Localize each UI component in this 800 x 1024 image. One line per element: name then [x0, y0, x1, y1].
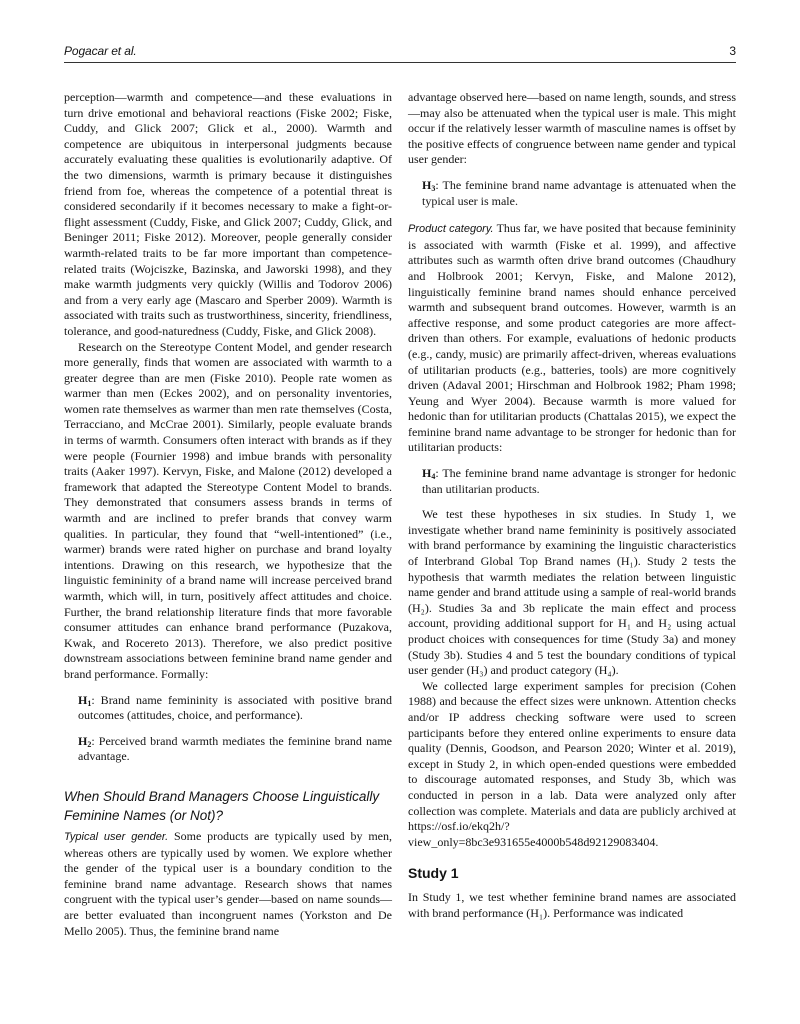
h3-label: $H_3$: [422, 177, 436, 193]
h2-label: $H_2$: [78, 733, 92, 749]
right-paragraph-5: In Study 1, we test whether feminine brand names are associated with brand performance (H₁). Performance was indicated: [408, 889, 736, 920]
h1-label: $H_1$: [78, 692, 92, 708]
h3-text: : The feminine brand name advantage is attenuated when the typical user is male.: [422, 177, 736, 208]
header-rule: [64, 62, 736, 63]
hypothesis-1: [78, 693, 392, 724]
section-heading: When Should Brand Managers Choose Linguistically Feminine Names (or Not)?: [64, 788, 380, 823]
runin-typical-user-gender: Typical user gender.: [64, 830, 169, 843]
left-paragraph-2: Research on the Stereotype Content Model, and gender research more generally, finds that women are associated with warmth to a greater degree than are men (Fiske 2010). People rate women as warmer than men (Eckes 2002), and on personality inventories, women rate themselves as warmer than men rate themselves (Costa, Terracciano, and McCrae 2001). Similarly, people evaluate brands in terms of warmth. Consumers often interact with brands as if they were people (Fournier 1998) and imbue brands with personality traits (Aaker 1997). Kervyn, Fiske, and Malone (2012) developed a framework that adapted the Stereotype Content Model to brands. They demonstrated that consumers assess brands in terms of warmth and are inclined to prefer brands that convey warm qualities. In particular, they found that “well-intentioned” (i.e., warmer) brands were rated higher on purchase and brand loyalty intentions. Drawing on this research, we hypothesize that the linguistic femininity of a brand name will increase perceived brand warmth, which will, in turn, positively affect attitudes and choice. Further, the brand relationship literature finds that more favorable consumer attitudes can enhance brand performance (Puzakova, Kwak, and Rocereto 2013). Therefore, we also predict positive downstream associations between feminine brand name gender and brand performance. Formally:: [64, 339, 392, 681]
left-paragraph-1: perception—warmth and competence—and these evaluations in turn drive emotional and behavioral reactions (Fiske 2002; Fiske, Cuddy, and Glick 2007; Glick et al., 2000). Warmth and competence are ubiquitous in interpersonal judgments because accurately evaluating these qualities is evolutionarily adaptive. Of the two dimensions, warmth is primary because it distinguishes friend from foe, whereas the competence of a potential threat is considered secondarily if it becomes necessary to make a fight-or-flight assessment (Cuddy, Fiske, and Glick 2007; Cuddy, Glick, and Beninger 2011; Fiske 2012). Moreover, people generally consider warmth-related traits to be far more important than competence-related traits (Wojciszke, Bazinska, and Jaworski 1998), and they make warmth judgments very quickly (Willis and Todorov 2006) and from a very early age (Mascaro and Sperber 2009). Warmth is associated with traits such as trustworthiness, sincerity, friendliness, tolerance, and good-naturedness (Cuddy, Fiske, and Glick 2008).: [64, 90, 392, 338]
h4-text: : The feminine brand name advantage is stronger for hedonic than utilitarian products.: [422, 466, 736, 496]
right-paragraph-1: advantage observed here—based on name length, sounds, and stress—may also be attenuated when the typical user is male. This might occur if the relatively lesser warmth of masculine names is offset by the positive effects of congruence between name gender and typical user gender:: [408, 90, 736, 167]
runin-product-category: Product category.: [408, 223, 494, 236]
left-column: [64, 90, 392, 939]
hypothesis-3: [422, 178, 736, 209]
right-paragraph-3: We test these hypotheses in six studies. In Study 1, we investigate whether brand name femininity is positively associated with brand performance by examining the linguistic characteristics of Interbrand Global Top Brand names (H₁). Study 2 tests the hypothesis that warmth mediates the relation between linguistic name gender and brand attitude using a sample of real-world brands (H₂). Studies 3a and 3b replicate the main effect and process account, providing additional support for H₁ and H₂ using actual product choices with consequences for time (Study 3a) and money (Study 3b). Studies 4 and 5 test the boundary conditions of typical user gender (H₃) and product category (H₄).: [408, 507, 736, 678]
hypothesis-2: [78, 734, 392, 765]
running-author: Pogacar et al.: [64, 44, 137, 58]
left-paragraph-3: Typical user gender. Some products are typically used by men, whereas others are typically used by women. We explore whether the gender of the typical user is a boundary condition to the feminine brand name advantage. Research shows that names congruent with the typical user’s gender—based on name sounds—are better evaluated than incongruent names (Yorkston and De Mello 2005). Thus, the feminine brand name: [64, 828, 393, 938]
right-paragraph-2: Product category. Thus far, we have posited that because femininity is associated with warmth (Fiske et al. 1999), and affective attributes such as warmth often drive brand outcomes (Chaudhury and Holbrook 2001; Kervyn, Fiske, and Malone 2012), linguistically feminine brand names should enhance perceived warmth and subsequent brand outcomes. However, warmth is an affective response, and some product categories are more affect-driven than others. For example, evaluations of hedonic products (e.g., candy, music) are primarily affect-driven, whereas evaluations of utilitarian products (e.g., batteries, tools) are more cognitively driven (Adaval 2001; Hirschman and Holbrook 1982; Pham 1998; Yeung and Wyer 2004). Because warmth is more valued for hedonic than for utilitarian products (Chattalas 2015), we expect the feminine brand name advantage to be stronger for hedonic than for utilitarian products:: [408, 221, 736, 455]
right-column: [408, 90, 736, 921]
study-1-heading: Study 1: [408, 865, 459, 882]
right-paragraph-4: We collected large experiment samples for precision (Cohen 1988) and because the effect sizes were unknown. Attention checks and/or IP address checking software were used to screen participants before they entered online experiments to ensure data quality (Dennis, Goodson, and Pearson 2020; Winter et al. 2019), except in Study 2, in which open-ended questions were embedded to discourage automated responses, and Study 3b, which was conducted in person in a lab. Data were analyzed only after collection was complete. Materials and data are publicly archived at https://osf.io/ekq2h/?view_only=8bc3e931655e4000b548d92129083404.: [408, 678, 736, 849]
h2-text: : Perceived brand warmth mediates the feminine brand name advantage.: [78, 733, 392, 764]
hypothesis-4: [422, 466, 736, 497]
h4-label: $H_4$: [422, 466, 436, 482]
page-number: 3: [729, 44, 736, 58]
h1-text: : Brand name femininity is associated with positive brand outcomes (attitudes, choice, and performance).: [78, 692, 392, 723]
